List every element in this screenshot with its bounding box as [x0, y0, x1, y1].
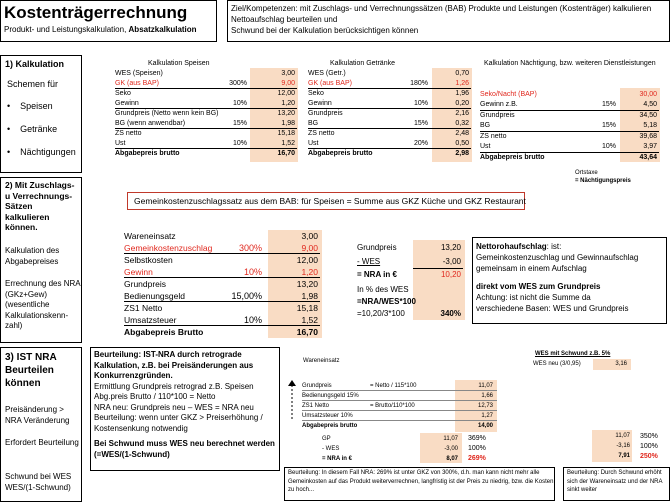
- beurteilung-text: [94, 350, 278, 460]
- mid-row-value: 3,00: [301, 231, 318, 241]
- naechtigung-row-pct: 15%: [601, 101, 616, 108]
- beurteilung-p2: Ermittlung Grundpreis retrograd z.B. Speisen Abg.preis Brutto / 110*100 = Netto: [94, 381, 254, 401]
- mid-row-pct: 300%: [238, 243, 262, 253]
- beurteilung-p3: NRA neu: Grundpreis neu – WES = NRA neu: [94, 402, 254, 412]
- retro-nra-pct: 269%: [468, 455, 486, 462]
- goals-text: [231, 3, 651, 36]
- speisen-row-value: 1,20: [281, 100, 295, 107]
- getraenke-row-value: 1,96: [455, 90, 469, 97]
- speisen-row-value: 9,00: [281, 80, 295, 87]
- goal-line-3: Schwund bei der Kalkulation berücksichtigen können: [231, 26, 419, 35]
- section-2-p1: Kalkulation des Abgabepreises: [5, 246, 60, 266]
- subtitle-bold: Absatzkalkulation: [128, 25, 197, 34]
- speisen-row-value: 15,18: [277, 130, 295, 137]
- retro-wes-label: - WES: [322, 446, 340, 452]
- speisen-row-label: Seko: [115, 90, 131, 97]
- speisen-row-label: Abgabepreis brutto: [115, 150, 180, 157]
- naechtigung-row-label: Seko/Nacht (BAP): [480, 90, 537, 98]
- nra-wes-val: -3,00: [442, 257, 461, 266]
- retro-row-value: 14,00: [477, 423, 493, 429]
- getraenke-row-pct: 10%: [413, 100, 428, 107]
- getraenke-row-value: 0,20: [455, 100, 469, 107]
- mid-row-label: Wareneinsatz: [124, 231, 176, 241]
- section-3-p3: Schwund bei WES WES/(1-Schwund): [5, 472, 72, 492]
- retro-row-value: 1,27: [481, 413, 493, 419]
- mid-row-value: 9,00: [301, 243, 318, 253]
- naechtigung-row-label: Abgabepreis brutto: [480, 153, 545, 161]
- mid-row-pct: 15,00%: [231, 291, 262, 301]
- naechtigung-row-label: Grundpreis: [480, 111, 515, 119]
- getraenke-row-value: 0,32: [455, 120, 469, 127]
- nra-value-col: [413, 240, 465, 320]
- getraenke-row-pct: 15%: [413, 120, 428, 127]
- retro-nra-val: 8,07: [446, 456, 458, 462]
- getraenke-row-label: Seko: [308, 90, 324, 97]
- retro-wes-pct: 100%: [468, 445, 486, 452]
- naechtigung-row-value: 3,97: [643, 143, 657, 150]
- naechtigung-row-value: 43,64: [639, 153, 657, 161]
- schwund-row-value: 7,91: [618, 453, 630, 459]
- schwund-note: Beurteilung: Durch Schwund erhöht sich der Wareneinsatz und der NRA sinkt weiter: [567, 470, 663, 493]
- schwund-row-pct: 250%: [640, 453, 658, 460]
- speisen-row-value: 13,20: [277, 110, 295, 117]
- naechtigung-row-label: BG: [480, 122, 491, 129]
- speisen-row-label: GK (aus BAP): [115, 80, 159, 87]
- section-1-item-getraenke: • Getränke: [7, 124, 58, 134]
- naechtigung-row-value: 30,00: [639, 90, 657, 98]
- retro-nra-label: = NRA in €: [322, 456, 352, 462]
- beurteilung-p1: Beurteilung: IST-NRA durch retrograde Kalkulation, z.B. bei Preisänderungen aus Konkurrenzgründen.: [94, 350, 254, 380]
- mid-row-label: Grundpreis: [124, 279, 167, 289]
- nra-grundpreis-label: Grundpreis: [357, 243, 397, 252]
- retro-row-value: 12,73: [477, 403, 493, 409]
- schwund-title: WES mit Schwund z.B. 5%: [535, 351, 611, 357]
- getraenke-row-label: Grundpreis: [308, 110, 343, 117]
- nra-pct-line2: =NRA/WES*100: [357, 297, 416, 306]
- getraenke-row-value: 0,70: [455, 70, 469, 77]
- mid-row-label: Selbstkosten: [124, 255, 173, 265]
- naechtigungspreis-label: = Nächtigungspreis: [575, 178, 631, 184]
- naechtigung-row-value: 39,68: [639, 132, 657, 140]
- retro-note: Beurteilung: In diesem Fall NRA: 269% ist unter GKZ von 300%, d.h. man kann nicht mehr alle Gemeinkosten auf das Produkt weiterverrechnen, langfristig ist der Preis zu niedrig, bzw. die Kosten zu hoch...: [288, 470, 554, 493]
- nra-rule: [413, 268, 463, 269]
- mid-row-value: 13,20: [296, 279, 318, 289]
- getraenke-row-value: 2,16: [455, 110, 469, 117]
- section-1-line: Schemen für: [7, 79, 59, 89]
- schwund-row-value: -3,16: [616, 443, 630, 449]
- naechtigung-row-pct: 10%: [601, 143, 616, 150]
- speisen-row-label: BG (wenn anwendbar): [115, 120, 186, 127]
- speisen-row-label: WES (Speisen): [115, 70, 163, 77]
- mid-row-value: 16,70: [296, 327, 318, 337]
- schwund-row-pct: 350%: [640, 433, 658, 440]
- schwund-wes-label: WES neu (3/0,95): [533, 361, 581, 367]
- nettoaufschlag-line-6: verschiedene Basen: WES und Grundpreis: [476, 304, 629, 313]
- page-subtitle: [4, 26, 197, 35]
- getraenke-row-label: Ust: [308, 140, 319, 147]
- section-3-p1: Preisänderung > NRA Veränderung: [5, 405, 70, 425]
- mid-row-value: 1,20: [301, 267, 318, 277]
- getraenke-row-value: 0,50: [455, 140, 469, 147]
- speisen-row-value: 1,98: [281, 120, 295, 127]
- retro-row-value: 11,07: [478, 383, 493, 389]
- naechtigung-row-label: Ust: [480, 143, 491, 150]
- nettoaufschlag-line-2: Gemeinkostenzuschlag und Gewinnaufschlag: [476, 253, 639, 262]
- retro-gp-pct: 369%: [468, 435, 486, 442]
- goal-line-1: Ziel/Kompetenzen: mit Zuschlags- und Verrechnungssätzen (BAB) Produkte und Leistungen (Kostenträger) kalkulieren: [231, 4, 652, 13]
- getraenke-row-label: Gewinn: [308, 100, 332, 107]
- mid-row-label: ZS1 Netto: [124, 303, 163, 313]
- beurteilung-p4: Beurteilung: wenn unter GKZ > Preiserhöhung / Kostensenkung notwendig: [94, 413, 263, 433]
- retro-row-formula: = Netto / 115*100: [370, 383, 417, 389]
- section-2-p2: Errechnung des NRA (GKz+Gew) (wesentliche Kalkulationskenn-zahl): [5, 279, 81, 330]
- getraenke-row-value: 2,48: [455, 130, 469, 137]
- schwund-wes-val: 3,16: [615, 361, 627, 367]
- nra-val: 10,20: [440, 270, 461, 279]
- getraenke-row-label: GK (aus BAP): [308, 80, 352, 87]
- nettoaufschlag-line-5: Achtung: ist nicht die Summe da: [476, 293, 591, 302]
- nettoaufschlag-text: [476, 241, 666, 314]
- speisen-row-value: 3,00: [281, 70, 295, 77]
- getraenke-row-value: 2,98: [455, 150, 469, 157]
- retro-gp-val: 11,07: [443, 436, 458, 442]
- mid-row-label: Gewinn: [124, 267, 153, 277]
- kalk-getraenke-title: Kalkulation Getränke: [330, 60, 395, 67]
- mid-row-value: 15,18: [296, 303, 318, 313]
- speisen-row-label: Grundpreis (Netto wenn kein BG): [115, 110, 219, 117]
- naechtigung-row-value: 4,50: [643, 101, 657, 108]
- section-1-title: 1) Kalkulation: [5, 59, 65, 69]
- section-1-item-naechtigung: • Nächtigungen: [7, 147, 76, 157]
- nettoaufschlag-line-1: Nettorohaufschlag: ist:: [476, 242, 562, 251]
- speisen-row-label: ZS netto: [115, 130, 142, 137]
- nra-grundpreis-val: 13,20: [440, 243, 461, 252]
- retro-wes-val: -3,00: [444, 446, 458, 452]
- speisen-row-pct: 10%: [232, 140, 247, 147]
- up-arrow-icon: [288, 380, 296, 420]
- speisen-row-value: 1,52: [281, 140, 295, 147]
- goal-line-2: Nettoaufschlag beurteilen und: [231, 15, 338, 24]
- retro-row-value: 1,66: [481, 393, 493, 399]
- naechtigung-row-label: ZS netto: [480, 132, 507, 140]
- getraenke-row-label: BG: [308, 120, 319, 127]
- getraenke-row-label: WES (Getr.): [308, 70, 346, 77]
- retro-up-arrow: [288, 380, 296, 420]
- mid-row-label: Bedienungsgeld: [124, 291, 185, 301]
- section-3-p2: Erfordert Beurteilung: [5, 438, 79, 447]
- getraenke-row-pct: 180%: [410, 80, 428, 87]
- getraenke-row-label: ZS netto: [308, 130, 335, 137]
- schwund-row-pct: 100%: [640, 443, 658, 450]
- retro-wareneinsatz-label: Wareneinsatz: [303, 358, 340, 364]
- naechtigung-row-value: 5,18: [643, 122, 657, 129]
- mid-row-pct: 10%: [243, 267, 262, 277]
- speisen-row-pct: 10%: [232, 100, 247, 107]
- retro-row-label: ZS1 Netto: [302, 403, 330, 409]
- speisen-row-label: Gewinn: [115, 100, 139, 107]
- nra-pct-line1: In % des WES: [357, 285, 409, 294]
- gkz-banner-text: Gemeinkostenzuschlagssatz aus dem BAB: für Speisen = Summe aus GKZ Küche und GKZ Restaurant: [134, 196, 526, 206]
- page-title: Kostenträgerrechnung: [4, 3, 188, 22]
- nettoaufschlag-line-4: direkt vom WES zum Grundpreis: [476, 282, 601, 291]
- schwund-row-value: 11,07: [615, 433, 630, 439]
- naechtigung-row-pct: 15%: [601, 122, 616, 129]
- retro-row-label: Umsatzsteuer 10%: [302, 413, 353, 419]
- section-3-title: 3) IST NRA Beurteilen können: [5, 352, 57, 389]
- speisen-row-value: 16,70: [277, 150, 295, 157]
- nra-pct-line3: =10,20/3*100: [357, 309, 405, 318]
- beurteilung-p5: Bei Schwund muss WES neu berechnet werden (=WES/(1-Schwund): [94, 439, 275, 459]
- nra-label: = NRA in €: [357, 270, 397, 279]
- mid-row-label: Gemeinkostenzuschlag: [124, 243, 213, 253]
- speisen-row-pct: 15%: [232, 120, 247, 127]
- retro-gp-label: GP: [322, 436, 331, 442]
- getraenke-row-pct: 20%: [413, 140, 428, 147]
- retro-row-label: Grundpreis: [302, 383, 332, 389]
- subtitle-normal: Produkt- und Leistungskalkulation,: [4, 25, 129, 34]
- nra-wes-label: - WES: [357, 257, 381, 266]
- kalk-speisen-title: Kalkulation Speisen: [148, 60, 210, 67]
- speisen-row-pct: 300%: [229, 80, 247, 87]
- mid-row-label: Abgabepreis Brutto: [124, 327, 204, 337]
- speisen-row-label: Ust: [115, 140, 126, 147]
- speisen-row-value: 12,00: [277, 90, 295, 97]
- mid-row-value: 1,52: [301, 315, 318, 325]
- mid-row-value: 12,00: [296, 255, 318, 265]
- kalk-naechtigung-title: Kalkulation Nächtigung, bzw. weiteren Dienstleistungen: [484, 60, 656, 67]
- mid-row-pct: 10%: [243, 315, 262, 325]
- getraenke-row-value: 1,26: [455, 80, 469, 87]
- mid-row-value: 1,98: [301, 291, 318, 301]
- nettoaufschlag-line-3: gemeinsam in einem Aufschlag: [476, 264, 587, 273]
- section-1-item-speisen: • Speisen: [7, 101, 53, 111]
- retro-row-label: Bedienungsgeld 15%: [302, 393, 359, 399]
- retro-row-label: Abgabepreis brutto: [302, 423, 358, 429]
- getraenke-row-label: Abgabepreis brutto: [308, 150, 373, 157]
- ortstaxe-label: Ortstaxe: [575, 170, 598, 176]
- naechtigung-row-value: 34,50: [639, 111, 657, 119]
- naechtigung-row-label: Gewinn z.B.: [480, 101, 518, 108]
- nra-pct-val: 340%: [440, 309, 461, 318]
- mid-row-label: Umsatzsteuer: [124, 315, 177, 325]
- retro-row-formula: = Brutto/110*100: [370, 403, 415, 409]
- section-2-title: 2) Mit Zuschlags- u Verrechnungs-Sätzen kalkulieren können.: [5, 180, 75, 232]
